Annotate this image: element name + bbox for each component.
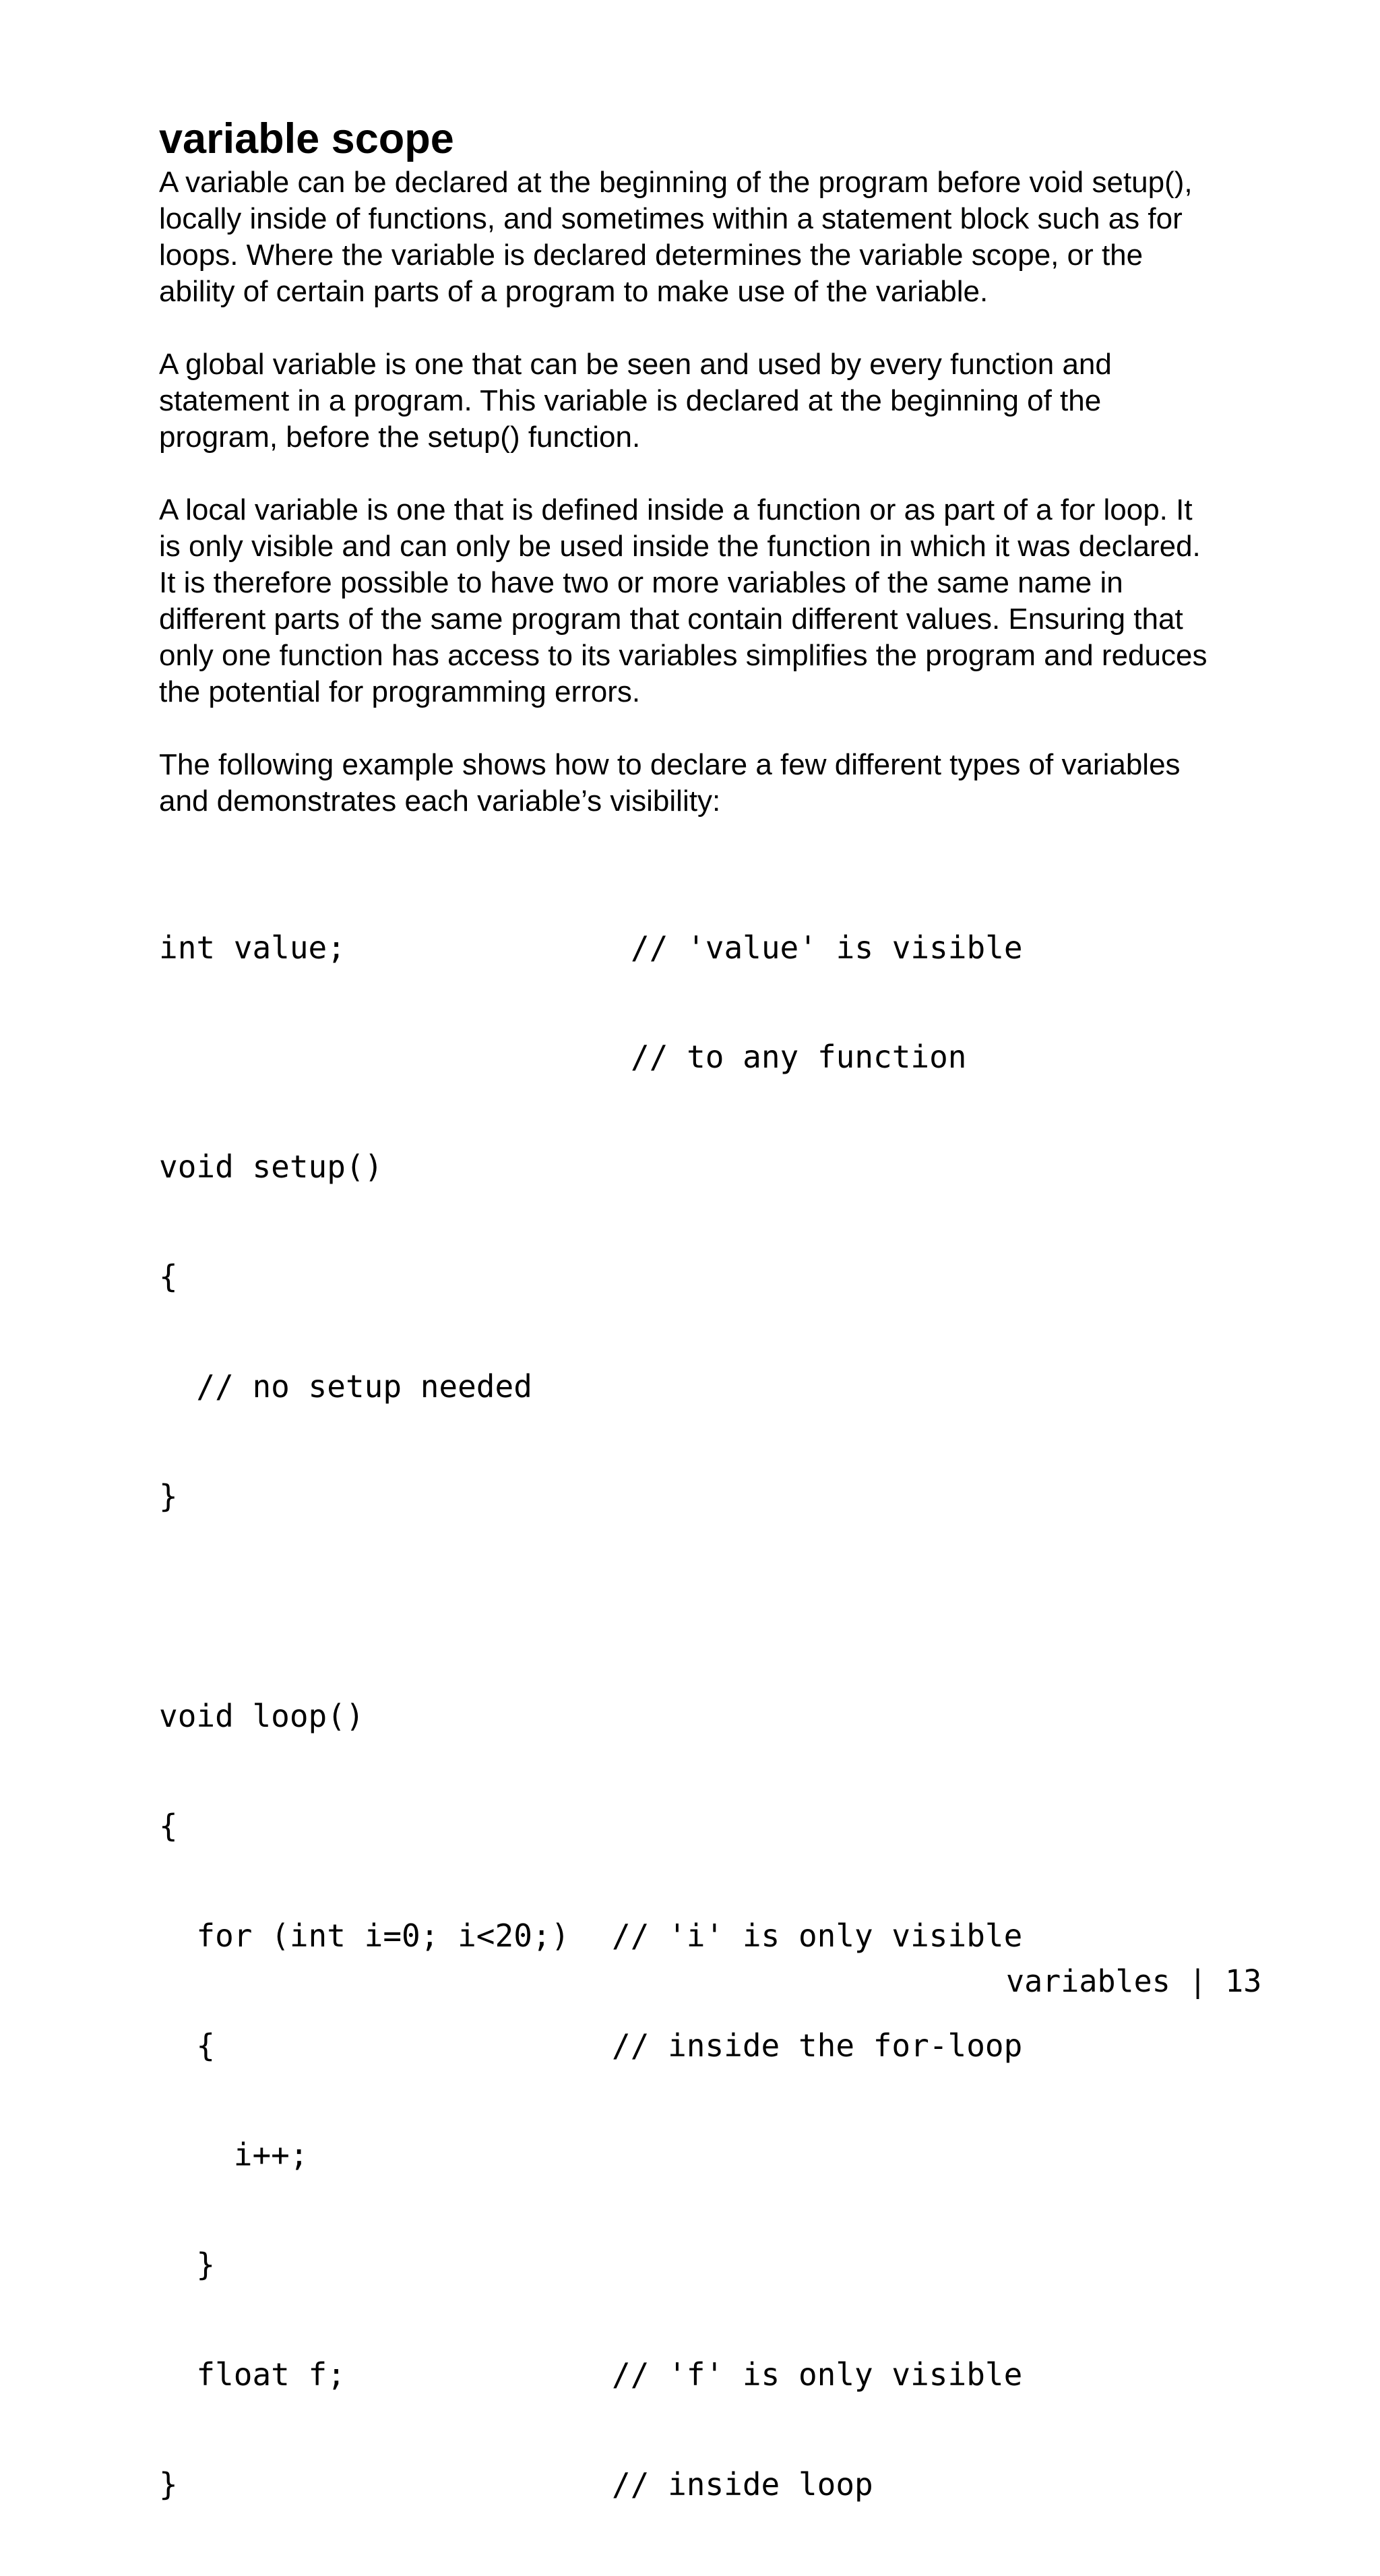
code-text: } [159,2466,178,2503]
paragraph-line: only one function has access to its variables simplifies the program and reduces [159,639,1208,672]
code-text: void setup() [159,1148,383,1186]
footer-section-name: variables [1006,1963,1170,1999]
paragraph-line: locally inside of functions, and sometimes within a statement block such as for [159,202,1183,235]
code-line [159,1368,1298,1405]
code-line [159,1148,1298,1185]
paragraph-line: ability of certain parts of a program to make use of the variable. [159,275,989,308]
code-line [159,2137,1298,2173]
code-comment: // 'value' is visible [631,929,1023,966]
code-text: } [159,2246,216,2283]
code-text: { [159,1258,178,1295]
paragraph-line: different parts of the same program that contain different values. Ensuring that [159,603,1183,636]
code-line [159,2246,1298,2283]
paragraph-spacer [159,820,1298,856]
code-line [159,1808,1298,1844]
code-line [159,1478,1298,1514]
code-text: { [159,2027,216,2064]
code-text: float f; [159,2356,346,2393]
paragraph-line: and demonstrates each variable’s visibility: [159,785,721,818]
paragraph-line: A global variable is one that can be seen and used by every function and [159,348,1112,381]
paragraph-line: is only visible and can only be used inside the function in which it was declared. [159,530,1201,563]
code-line [159,2356,1298,2393]
code-text: { [159,1807,178,1844]
code-text: int value; [159,929,346,966]
paragraph-intro [159,164,1298,310]
page-footer [1006,1963,1261,2000]
page-title: variable scope [159,115,454,162]
code-text: // no setup needed [159,1368,532,1405]
paragraph-example-intro [159,747,1298,820]
code-line [159,1258,1298,1295]
code-example [159,856,1298,2576]
paragraph-line: It is therefore possible to have two or more variables of the same name in [159,566,1123,599]
footer-separator: | [1188,1963,1208,1999]
code-line [159,1698,1298,1734]
paragraph-line: loops. Where the variable is declared determines the variable scope, or the [159,239,1143,272]
code-line [159,1039,1298,1075]
paragraph-spacer [159,456,1298,492]
code-comment: // 'f' is only visible [612,2356,1023,2393]
paragraph-line: A variable can be declared at the beginning of the program before void setup(), [159,166,1193,199]
code-text: void loop() [159,1697,365,1734]
page-number: 13 [1225,1963,1262,1999]
code-text: i++; [159,2137,309,2174]
paragraph-line: the potential for programming errors. [159,675,641,708]
page-content [159,113,1298,2576]
code-text: for (int i=0; i<20;) [159,1917,570,1954]
paragraph-line: A local variable is one that is defined inside a function or as part of a for loop. It [159,493,1193,526]
paragraph-line: program, before the setup() function. [159,421,641,454]
paragraph-spacer [159,310,1298,346]
code-line [159,1918,1298,1954]
paragraph-spacer [159,710,1298,747]
paragraph-local-variable [159,492,1298,710]
paragraph-line: statement in a program. This variable is declared at the beginning of the [159,384,1102,417]
code-line [159,2466,1298,2503]
code-comment: // inside loop [612,2466,873,2503]
code-line [159,929,1298,966]
code-text: } [159,1478,178,1515]
code-comment: // to any function [631,1039,967,1076]
code-comment: // 'i' is only visible [612,1917,1023,1954]
paragraph-line: The following example shows how to declare a few different types of variables [159,748,1181,781]
paragraph-global-variable [159,346,1298,456]
code-line [159,2027,1298,2064]
code-comment: // inside the for-loop [612,2027,1023,2064]
code-line [159,1588,1298,1624]
